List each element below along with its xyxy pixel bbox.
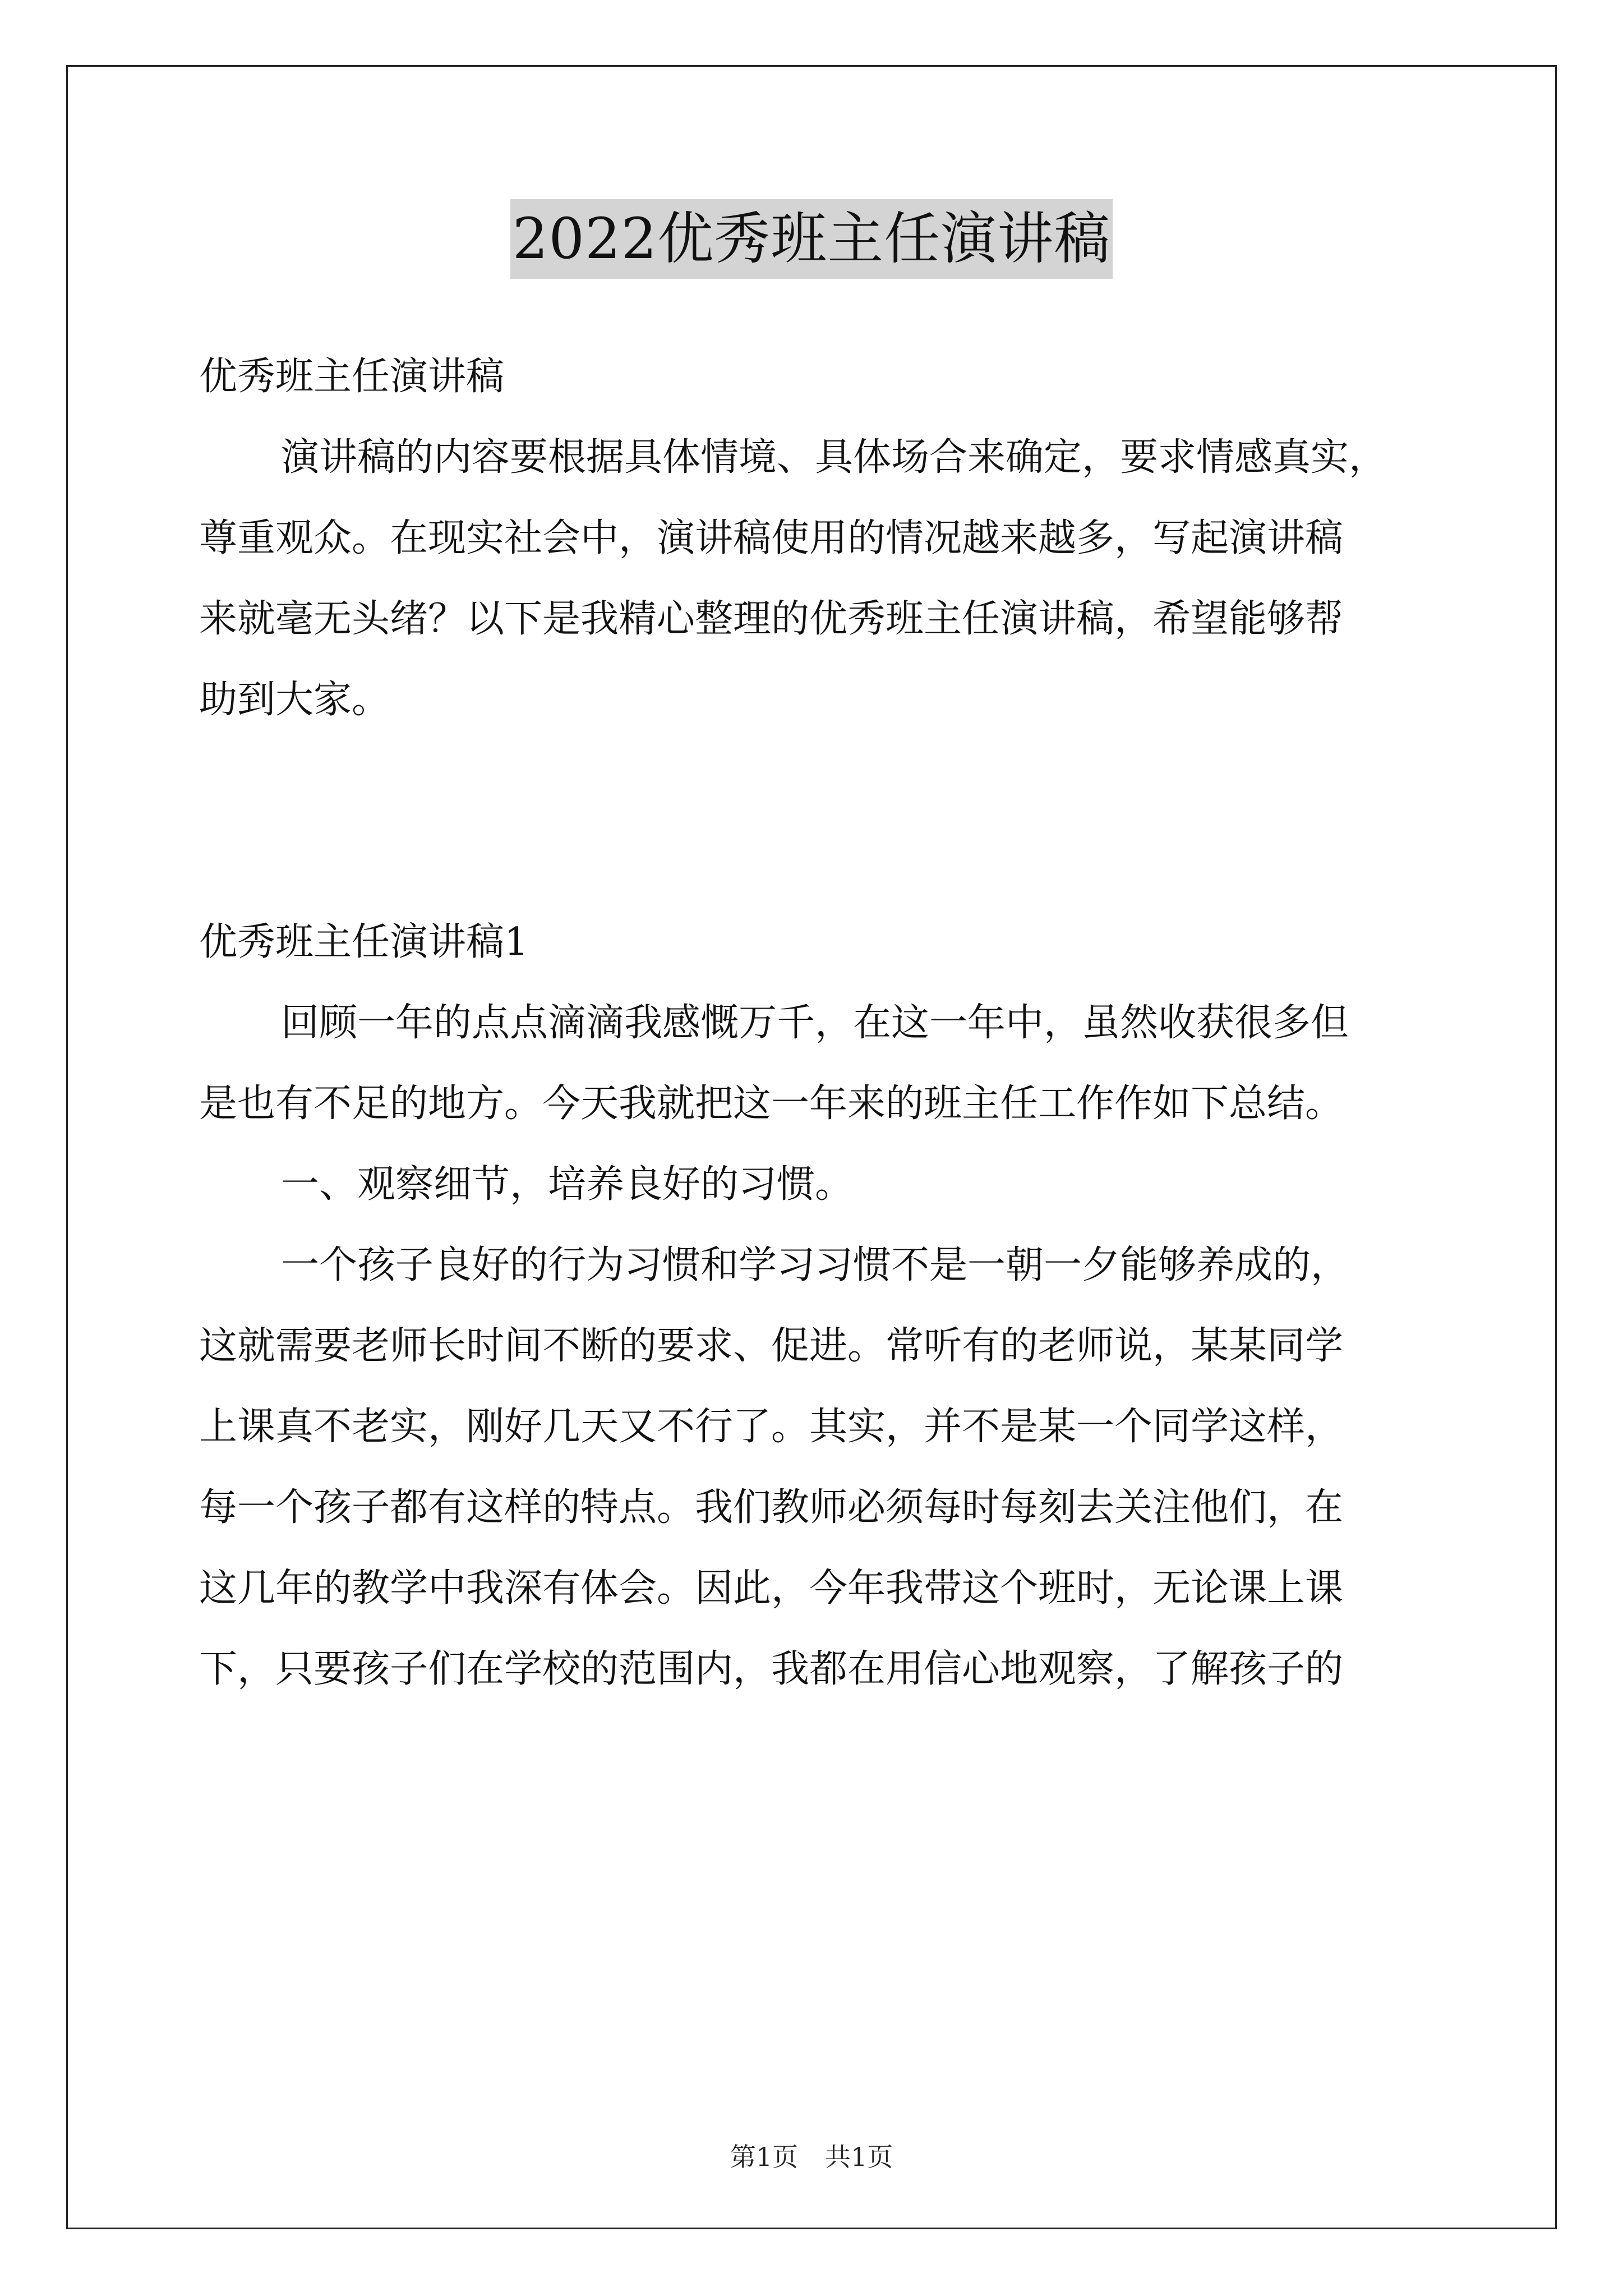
intro-line: 尊重观众。在现实社会中，演讲稿使用的情况越来越多，写起演讲稿 [199, 516, 1344, 560]
paragraph-line: 这就需要老师长时间不断的要求、促进。常听有的老师说，某某同学 [199, 1324, 1344, 1368]
document-subtitle: 优秀班主任演讲稿 [199, 355, 505, 399]
intro-line: 演讲稿的内容要根据具体情境、具体场合来确定，要求情感真实， [281, 435, 1387, 480]
intro-line: 助到大家。 [199, 678, 390, 722]
intro-line: 来就毫无头绪？以下是我精心整理的优秀班主任演讲稿，希望能够帮 [199, 597, 1344, 641]
paragraph-line: 每一个孩子都有这样的特点。我们教师必须每时每刻去关注他们，在 [199, 1485, 1344, 1530]
section-spacer [199, 740, 1455, 902]
paragraph-line: 上课真不老实，刚好几天又不行了。其实，并不是某一个同学这样， [199, 1405, 1344, 1449]
document-body [199, 337, 1455, 1710]
paragraph-line: 回顾一年的点点滴滴我感慨万千，在这一年中，虽然收获很多但 [281, 1001, 1349, 1045]
paragraph-line: 下，只要孩子们在学校的范围内，我都在用信心地观察，了解孩子的 [199, 1647, 1344, 1691]
page-total: 共1页 [825, 2142, 893, 2172]
page-footer [0, 2140, 1623, 2174]
page-number: 第1页 [730, 2142, 798, 2172]
point-heading: 一、观察细节，培养良好的习惯。 [281, 1162, 854, 1207]
title-container [0, 199, 1623, 279]
paragraph-line: 是也有不足的地方。今天我就把这一年来的班主任工作作如下总结。 [199, 1082, 1344, 1126]
paragraph-line: 一个孩子良好的行为习惯和学习习惯不是一朝一夕能够养成的， [281, 1243, 1349, 1287]
document-title: 2022优秀班主任演讲稿 [510, 199, 1113, 279]
paragraph-line: 这几年的教学中我深有体会。因此，今年我带这个班时，无论课上课 [199, 1566, 1344, 1611]
section-heading: 优秀班主任演讲稿1 [199, 920, 529, 964]
